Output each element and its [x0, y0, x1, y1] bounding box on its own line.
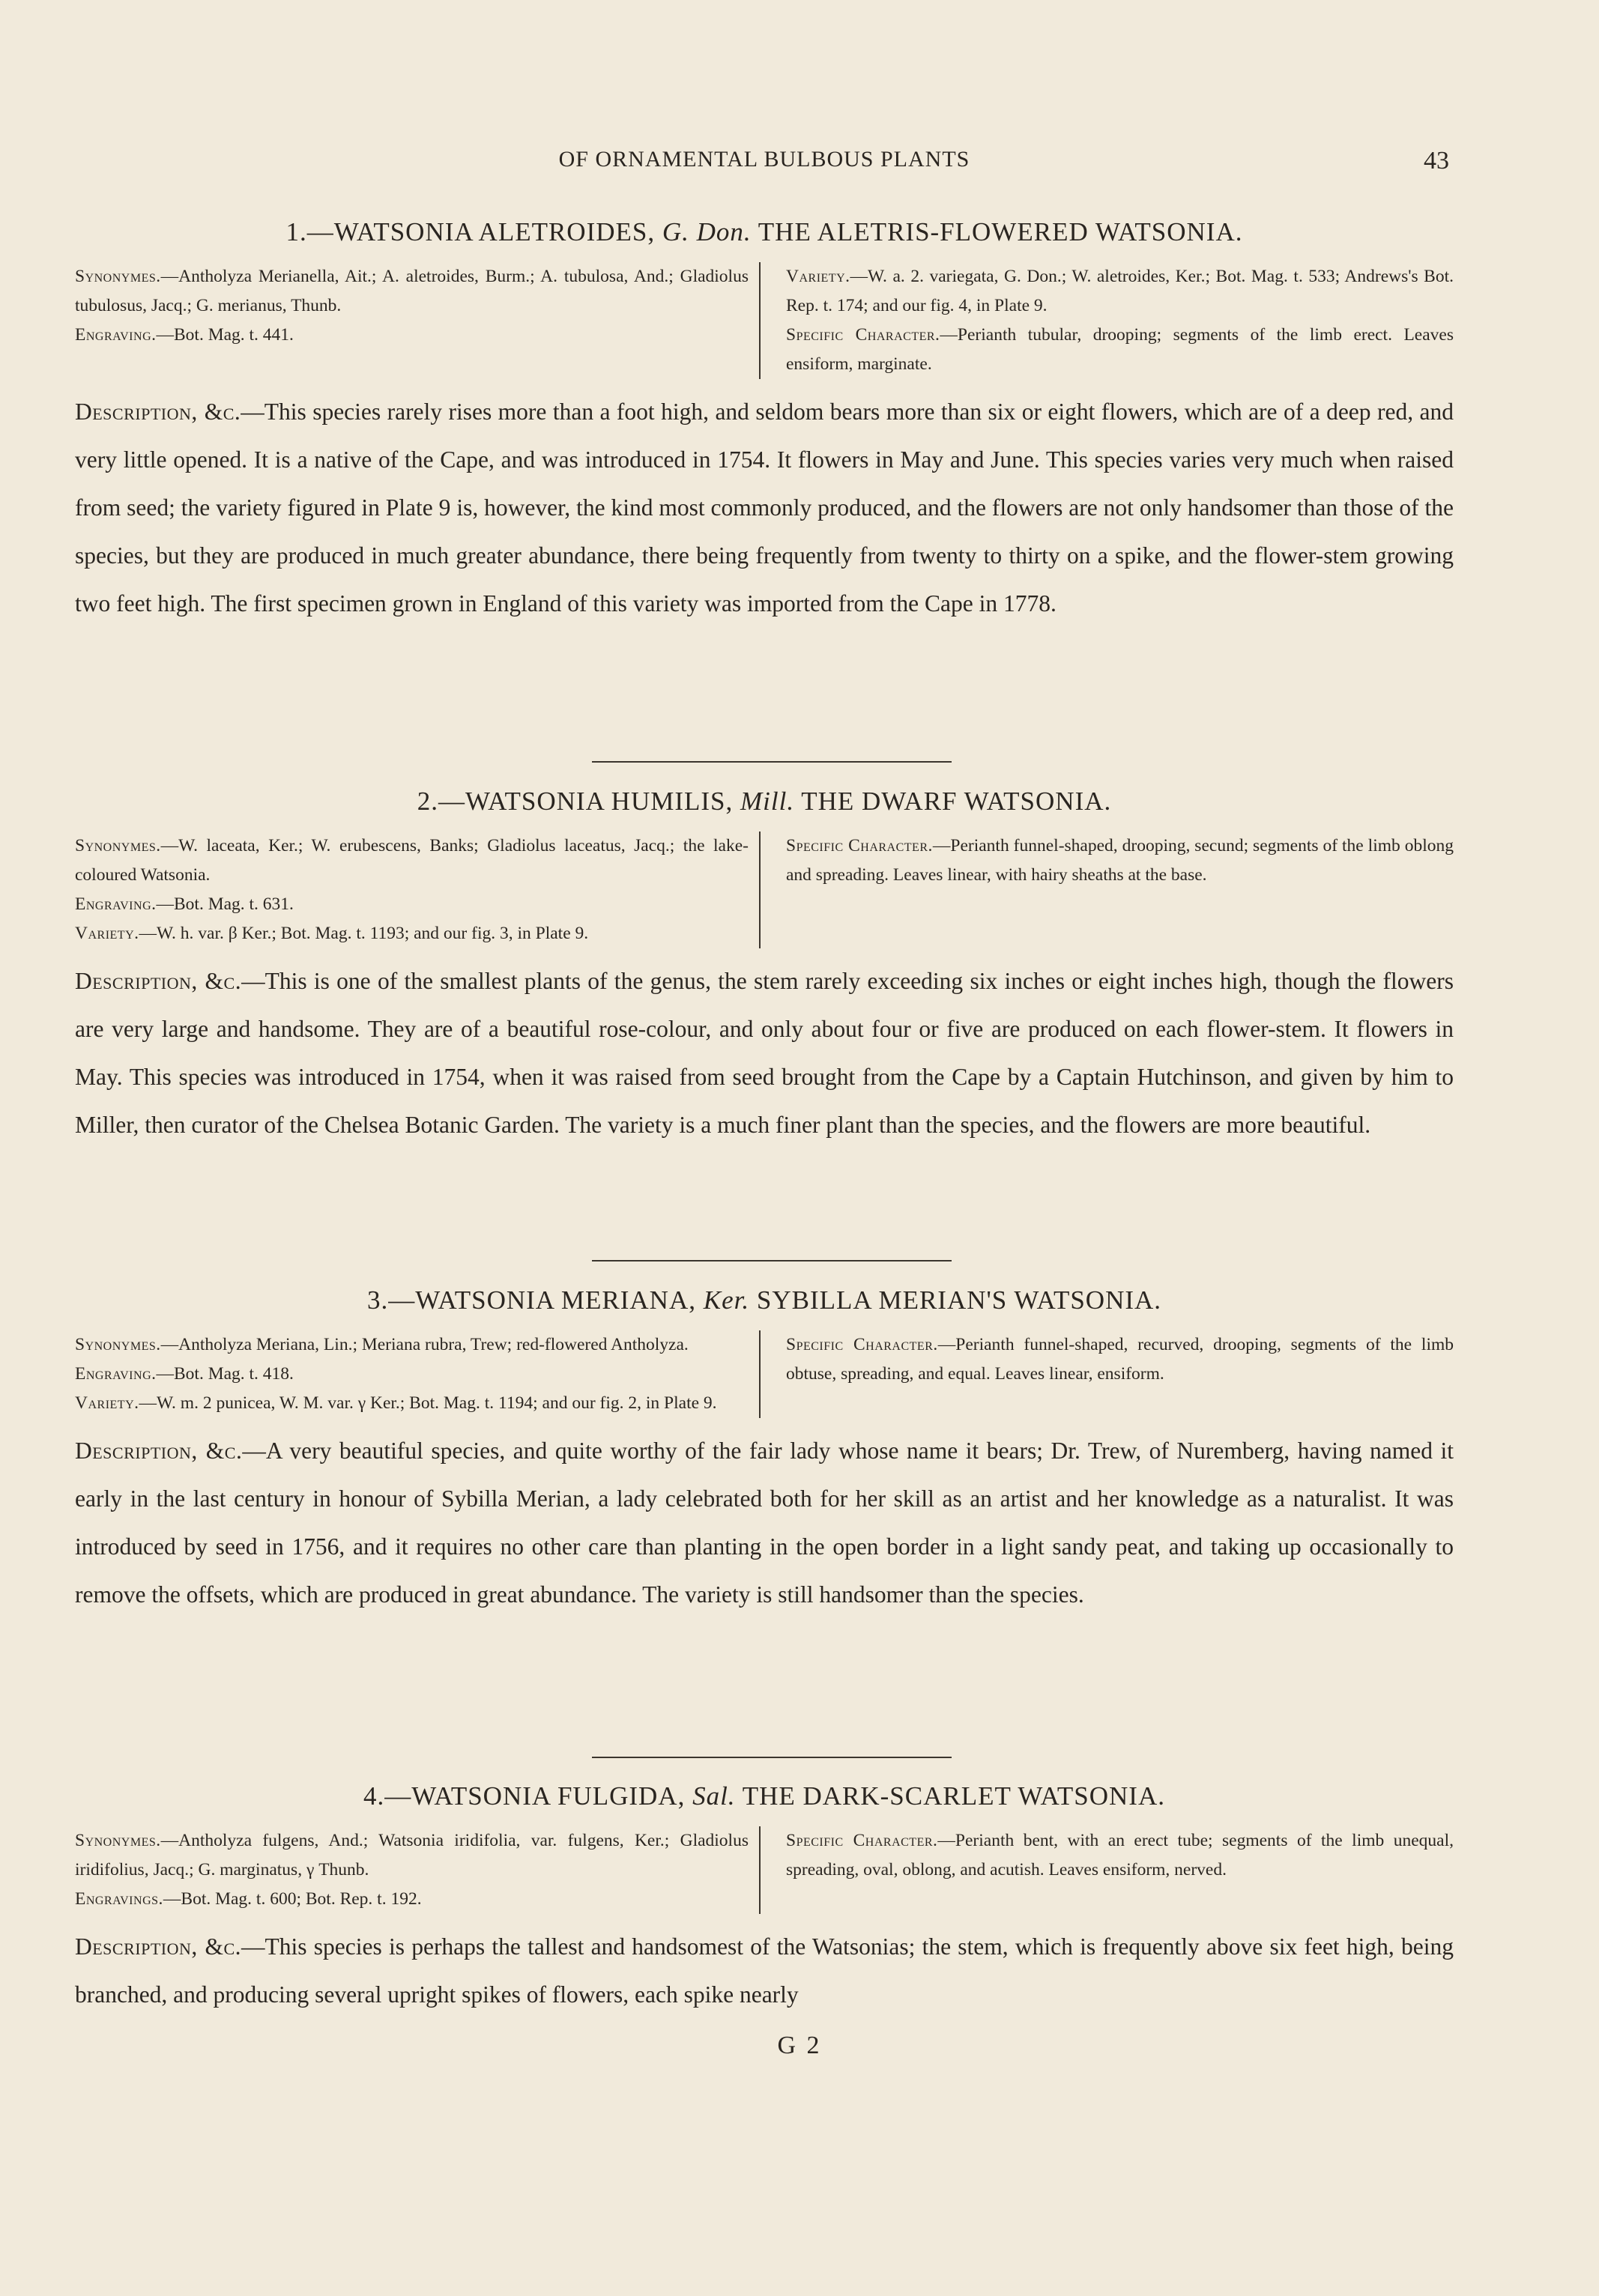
synonyms	[75, 1330, 749, 1360]
synonym-columns	[75, 1826, 1454, 1914]
title-right: SYBILLA MERIAN'S WATSONIA.	[756, 1285, 1162, 1315]
engraving-label: Engraving.	[75, 325, 157, 345]
title-right: THE DWARF WATSONIA.	[801, 787, 1112, 816]
engraving	[75, 1885, 749, 1914]
synonyms	[75, 832, 749, 890]
char-text: —Perianth tubular, drooping; segments of the limb erect. Leaves ensiform, marginate.	[786, 325, 1454, 374]
variety	[786, 262, 1454, 321]
left-column	[75, 832, 761, 948]
synonyms-text: —Antholyza Merianella, Ait.; A. aletroides, Burm.; A. tubulosa, And.; Gladiolus tubulosus, Jacq.; G. merianus, Thunb.	[75, 267, 749, 315]
entry-title	[75, 1285, 1454, 1315]
entry-watsonia-aletroides	[75, 217, 1454, 628]
char-label: Specific Character.	[786, 1831, 938, 1850]
engraving-text: —Bot. Mag. t. 631.	[156, 894, 294, 914]
desc-label: Description, &c.	[75, 1438, 243, 1464]
entry-watsonia-humilis	[75, 787, 1454, 1149]
synonyms-label: Synonymes.	[75, 1335, 161, 1354]
synonyms-label: Synonymes.	[75, 1831, 161, 1850]
desc-label: Description, &c.	[75, 399, 241, 425]
description	[75, 388, 1454, 628]
section-divider	[592, 1757, 952, 1758]
variety-label: Variety.	[786, 267, 850, 286]
synonyms-text: —W. laceata, Ker.; W. erubescens, Banks; Gladiolus laceatus, Jacq.; the lake-coloured Watsonia.	[75, 836, 749, 885]
section-divider	[592, 761, 952, 763]
description: —This is one of the smallest plants of the genus, the stem rarely exceeding six inches or eight inches high, though the flowers are very large and handsome. They are of a beautiful rose-colour, and only about four or five are produced on each flower-stem. It flowers in May. This species was introduced in 1754, when it was raised from seed brought from the Cape by a Captain Hutchinson, and given by him to Miller, then curator of the Chelsea Botanic Garden. The variety is a much finer plant than the species, and the flowers are more beautiful.	[75, 968, 1454, 1138]
title-right: THE DARK-SCARLET WATSONIA.	[742, 1781, 1165, 1811]
synonym-columns	[75, 832, 1454, 948]
right-column	[761, 262, 1454, 379]
right-column	[761, 832, 1454, 948]
title-author: Ker.	[703, 1285, 750, 1315]
title-author: Sal.	[692, 1781, 736, 1811]
engraving-label: Engraving.	[75, 894, 157, 914]
engraving-text: —Bot. Mag. t. 441.	[156, 325, 294, 345]
engraving-label: Engraving.	[75, 1364, 157, 1384]
char-label: Specific Character.	[786, 836, 933, 855]
title-right: THE ALETRIS-FLOWERED WATSONIA.	[758, 217, 1243, 246]
entry-watsonia-fulgida	[75, 1781, 1454, 2019]
variety-text: —W. a. 2. variegata, G. Don.; W. aletroides, Ker.; Bot. Mag. t. 533; Andrews's Bot. Rep. t. 174; and our fig. 4, in Plate 9.	[786, 267, 1454, 315]
synonyms-label: Synonymes.	[75, 836, 161, 855]
page-number: 43	[1424, 147, 1449, 175]
synonym-columns	[75, 262, 1454, 379]
description: —This species is perhaps the tallest and handsomest of the Watsonias; the stem, which is frequently above six feet high, being branched, and producing several upright spikes of flowers, each spike nearly	[75, 1933, 1454, 2008]
synonyms-text: —Antholyza fulgens, And.; Watsonia iridifolia, var. fulgens, Ker.; Gladiolus iridifolius, Jacq.; G. marginatus, γ Thunb.	[75, 1831, 749, 1879]
description: —This species rarely rises more than a foot high, and seldom bears more than six or eight flowers, which are of a deep red, and very little opened. It is a native of the Cape, and was introduced in 1754. It flowers in May and June. This species varies very much when raised from seed; the variety figured in Plate 9 is, however, the kind most commonly produced, and the flowers are not only handsomer than those of the species, but they are produced in much greater abundance, there being frequently from twenty to thirty on a spike, and the flower-stem growing two feet high. The first specimen grown in England of this variety was imported from the Cape in 1778.	[75, 399, 1454, 617]
desc-label: Description, &c.	[75, 968, 242, 994]
variety-label: Variety.	[75, 1393, 139, 1413]
specific-character	[786, 832, 1454, 890]
engraving-label: Engravings.	[75, 1889, 163, 1909]
title-author: Mill.	[740, 787, 795, 816]
description: —A very beautiful species, and quite worthy of the fair lady whose name it bears; Dr. Trew, of Nuremberg, having named it early in the last century in honour of Sybilla Merian, a lady celebrated both for her skill as an artist and her knowledge as a naturalist. It was introduced by seed in 1756, and it requires no other care than planting in the open border in a light sandy peat, and taking up occasionally to remove the offsets, which are produced in great abundance. The variety is still handsomer than the species.	[75, 1438, 1454, 1608]
description	[75, 957, 1454, 1149]
engraving-text: —Bot. Mag. t. 600; Bot. Rep. t. 192.	[163, 1889, 422, 1909]
variety	[75, 919, 749, 948]
title-left: 2.—WATSONIA HUMILIS,	[417, 787, 734, 816]
variety-text: —W. h. var. β Ker.; Bot. Mag. t. 1193; and our fig. 3, in Plate 9.	[139, 924, 589, 943]
synonyms-text: —Antholyza Meriana, Lin.; Meriana rubra, Trew; red-flowered Antholyza.	[160, 1335, 689, 1354]
char-text: —Perianth funnel-shaped, drooping, secund; segments of the limb oblong and spreading. Leaves linear, with hairy sheaths at the base.	[786, 836, 1454, 885]
specific-character	[786, 1826, 1454, 1885]
specific-character	[786, 321, 1454, 379]
left-column	[75, 1826, 761, 1914]
section-divider	[592, 1260, 952, 1261]
engraving	[75, 890, 749, 919]
engraving	[75, 1360, 749, 1389]
specific-character	[786, 1330, 1454, 1389]
synonyms	[75, 262, 749, 321]
variety	[75, 1389, 749, 1418]
right-column	[761, 1330, 1454, 1418]
description	[75, 1427, 1454, 1619]
left-column	[75, 262, 761, 379]
right-column	[761, 1826, 1454, 1914]
entry-title	[75, 217, 1454, 247]
char-label: Specific Character.	[786, 1335, 938, 1354]
title-left: 4.—WATSONIA FULGIDA,	[363, 1781, 686, 1811]
left-column	[75, 1330, 761, 1418]
desc-label: Description, &c.	[75, 1933, 242, 1960]
char-text: —Perianth funnel-shaped, recurved, drooping, segments of the limb obtuse, spreading, and equal. Leaves linear, ensiform.	[786, 1335, 1454, 1384]
engraving	[75, 321, 749, 350]
synonyms	[75, 1826, 749, 1885]
title-author: G. Don.	[662, 217, 752, 246]
variety-label: Variety.	[75, 924, 139, 943]
char-text: —Perianth bent, with an erect tube; segments of the limb unequal, spreading, oval, oblong, and acutish. Leaves ensiform, nerved.	[786, 1831, 1454, 1879]
engraving-text: —Bot. Mag. t. 418.	[156, 1364, 294, 1384]
char-label: Specific Character.	[786, 325, 940, 345]
entry-title	[75, 787, 1454, 817]
description	[75, 1923, 1454, 2019]
running-title: OF ORNAMENTAL BULBOUS PLANTS	[558, 147, 970, 172]
signature-mark: G 2	[777, 2032, 822, 2059]
entry-watsonia-meriana	[75, 1285, 1454, 1619]
synonym-columns	[75, 1330, 1454, 1418]
synonyms-label: Synonymes.	[75, 267, 161, 286]
title-left: 3.—WATSONIA MERIANA,	[366, 1285, 696, 1315]
title-left: 1.—WATSONIA ALETROIDES,	[285, 217, 656, 246]
entry-title	[75, 1781, 1454, 1811]
variety-text: —W. m. 2 punicea, W. M. var. γ Ker.; Bot. Mag. t. 1194; and our fig. 2, in Plate 9.	[139, 1393, 717, 1413]
